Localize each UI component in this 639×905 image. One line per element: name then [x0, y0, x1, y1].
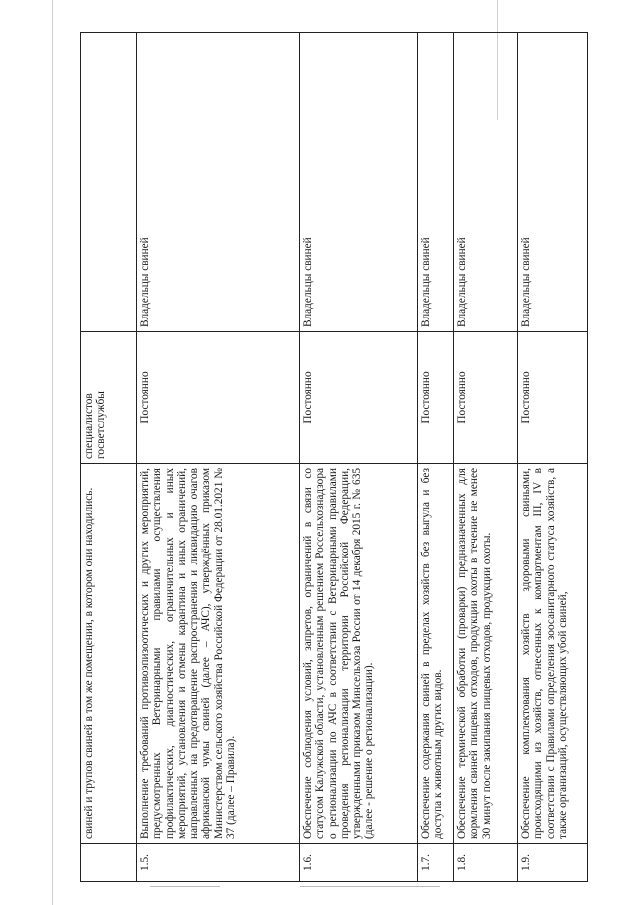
table-row	[454, 33, 518, 882]
measure-term: специалистов госветслужбы	[81, 332, 137, 464]
row-number: 1.5.	[137, 844, 300, 882]
scan-edge-line	[150, 886, 220, 887]
measure-description: Выполнение требований противоэпизоотических и других мероприятий, предусмотренных Ветеринарными правилами осуществления профилактических, диагностических, ограничительных и иных мероприятий, установления и отмены карантина и иных ограничений, направленных на предотвращение распространения и ликвидацию очагов африканской чумы свиней (далее – АЧС), утверждённых приказом Министерством сельского хозяйства Российской Федерации от 28.01.2021 № 37 (далее – Правила).	[137, 464, 300, 844]
rotated-document-page	[80, 32, 588, 882]
measures-table	[80, 32, 588, 882]
responsible-party: Владельцы свиней	[418, 33, 454, 332]
measure-description: Обеспечение соблюдения условий, запретов, ограничений в связи со статусом Калужской области, установленным решением Россельхознадзора о регионализации по АЧС в соответствии с Ветеринарными правилами проведения регионализации территории Российской Федерации, утвержденными приказом Минсельхоза России от 14 декабря 2015 г. № 635 (далее - решение о регионализации).	[300, 464, 418, 844]
row-number	[81, 844, 137, 882]
row-number: 1.7.	[418, 844, 454, 882]
table-row	[300, 33, 418, 882]
measure-description: Обеспечение комплектования хозяйств здоровыми свиньями, происходящими из хозяйств, отнесенных к компартментам III, IV в соответствии с Правилами определения зоосанитарного статуса хозяйств, а также организаций, осуществляющих убой свиней,	[518, 464, 588, 844]
measure-term: Постоянно	[518, 332, 588, 464]
responsible-party: Владельцы свиней	[454, 33, 518, 332]
row-number: 1.8.	[454, 844, 518, 882]
responsible-party: Владельцы свиней	[518, 33, 588, 332]
scan-edge-line	[300, 886, 440, 887]
responsible-party	[81, 33, 137, 332]
measure-description: свиней и трупов свиней в том же помещении, в котором они находились.	[81, 464, 137, 844]
responsible-party: Владельцы свиней	[137, 33, 300, 332]
table-row	[418, 33, 454, 882]
measure-term: Постоянно	[300, 332, 418, 464]
row-number: 1.9.	[518, 844, 588, 882]
measure-term: Постоянно	[137, 332, 300, 464]
table-row	[137, 33, 300, 882]
measure-term: Постоянно	[418, 332, 454, 464]
table-row	[81, 33, 137, 882]
row-number: 1.6.	[300, 844, 418, 882]
table-row	[518, 33, 588, 882]
responsible-party: Владельцы свиней	[300, 33, 418, 332]
scan-edge-line	[52, 0, 53, 905]
measure-term: Постоянно	[454, 332, 518, 464]
measure-description: Обеспечение термической обработки (проварки) предназначенных для кормления свиней пищевых отходов, продукции охоты в течение не менее 30 минут после закипания пищевых отходов, продукции охоты.	[454, 464, 518, 844]
measure-description: Обеспечение содержания свиней в пределах хозяйств без выгула и без доступа к животным других видов.	[418, 464, 454, 844]
